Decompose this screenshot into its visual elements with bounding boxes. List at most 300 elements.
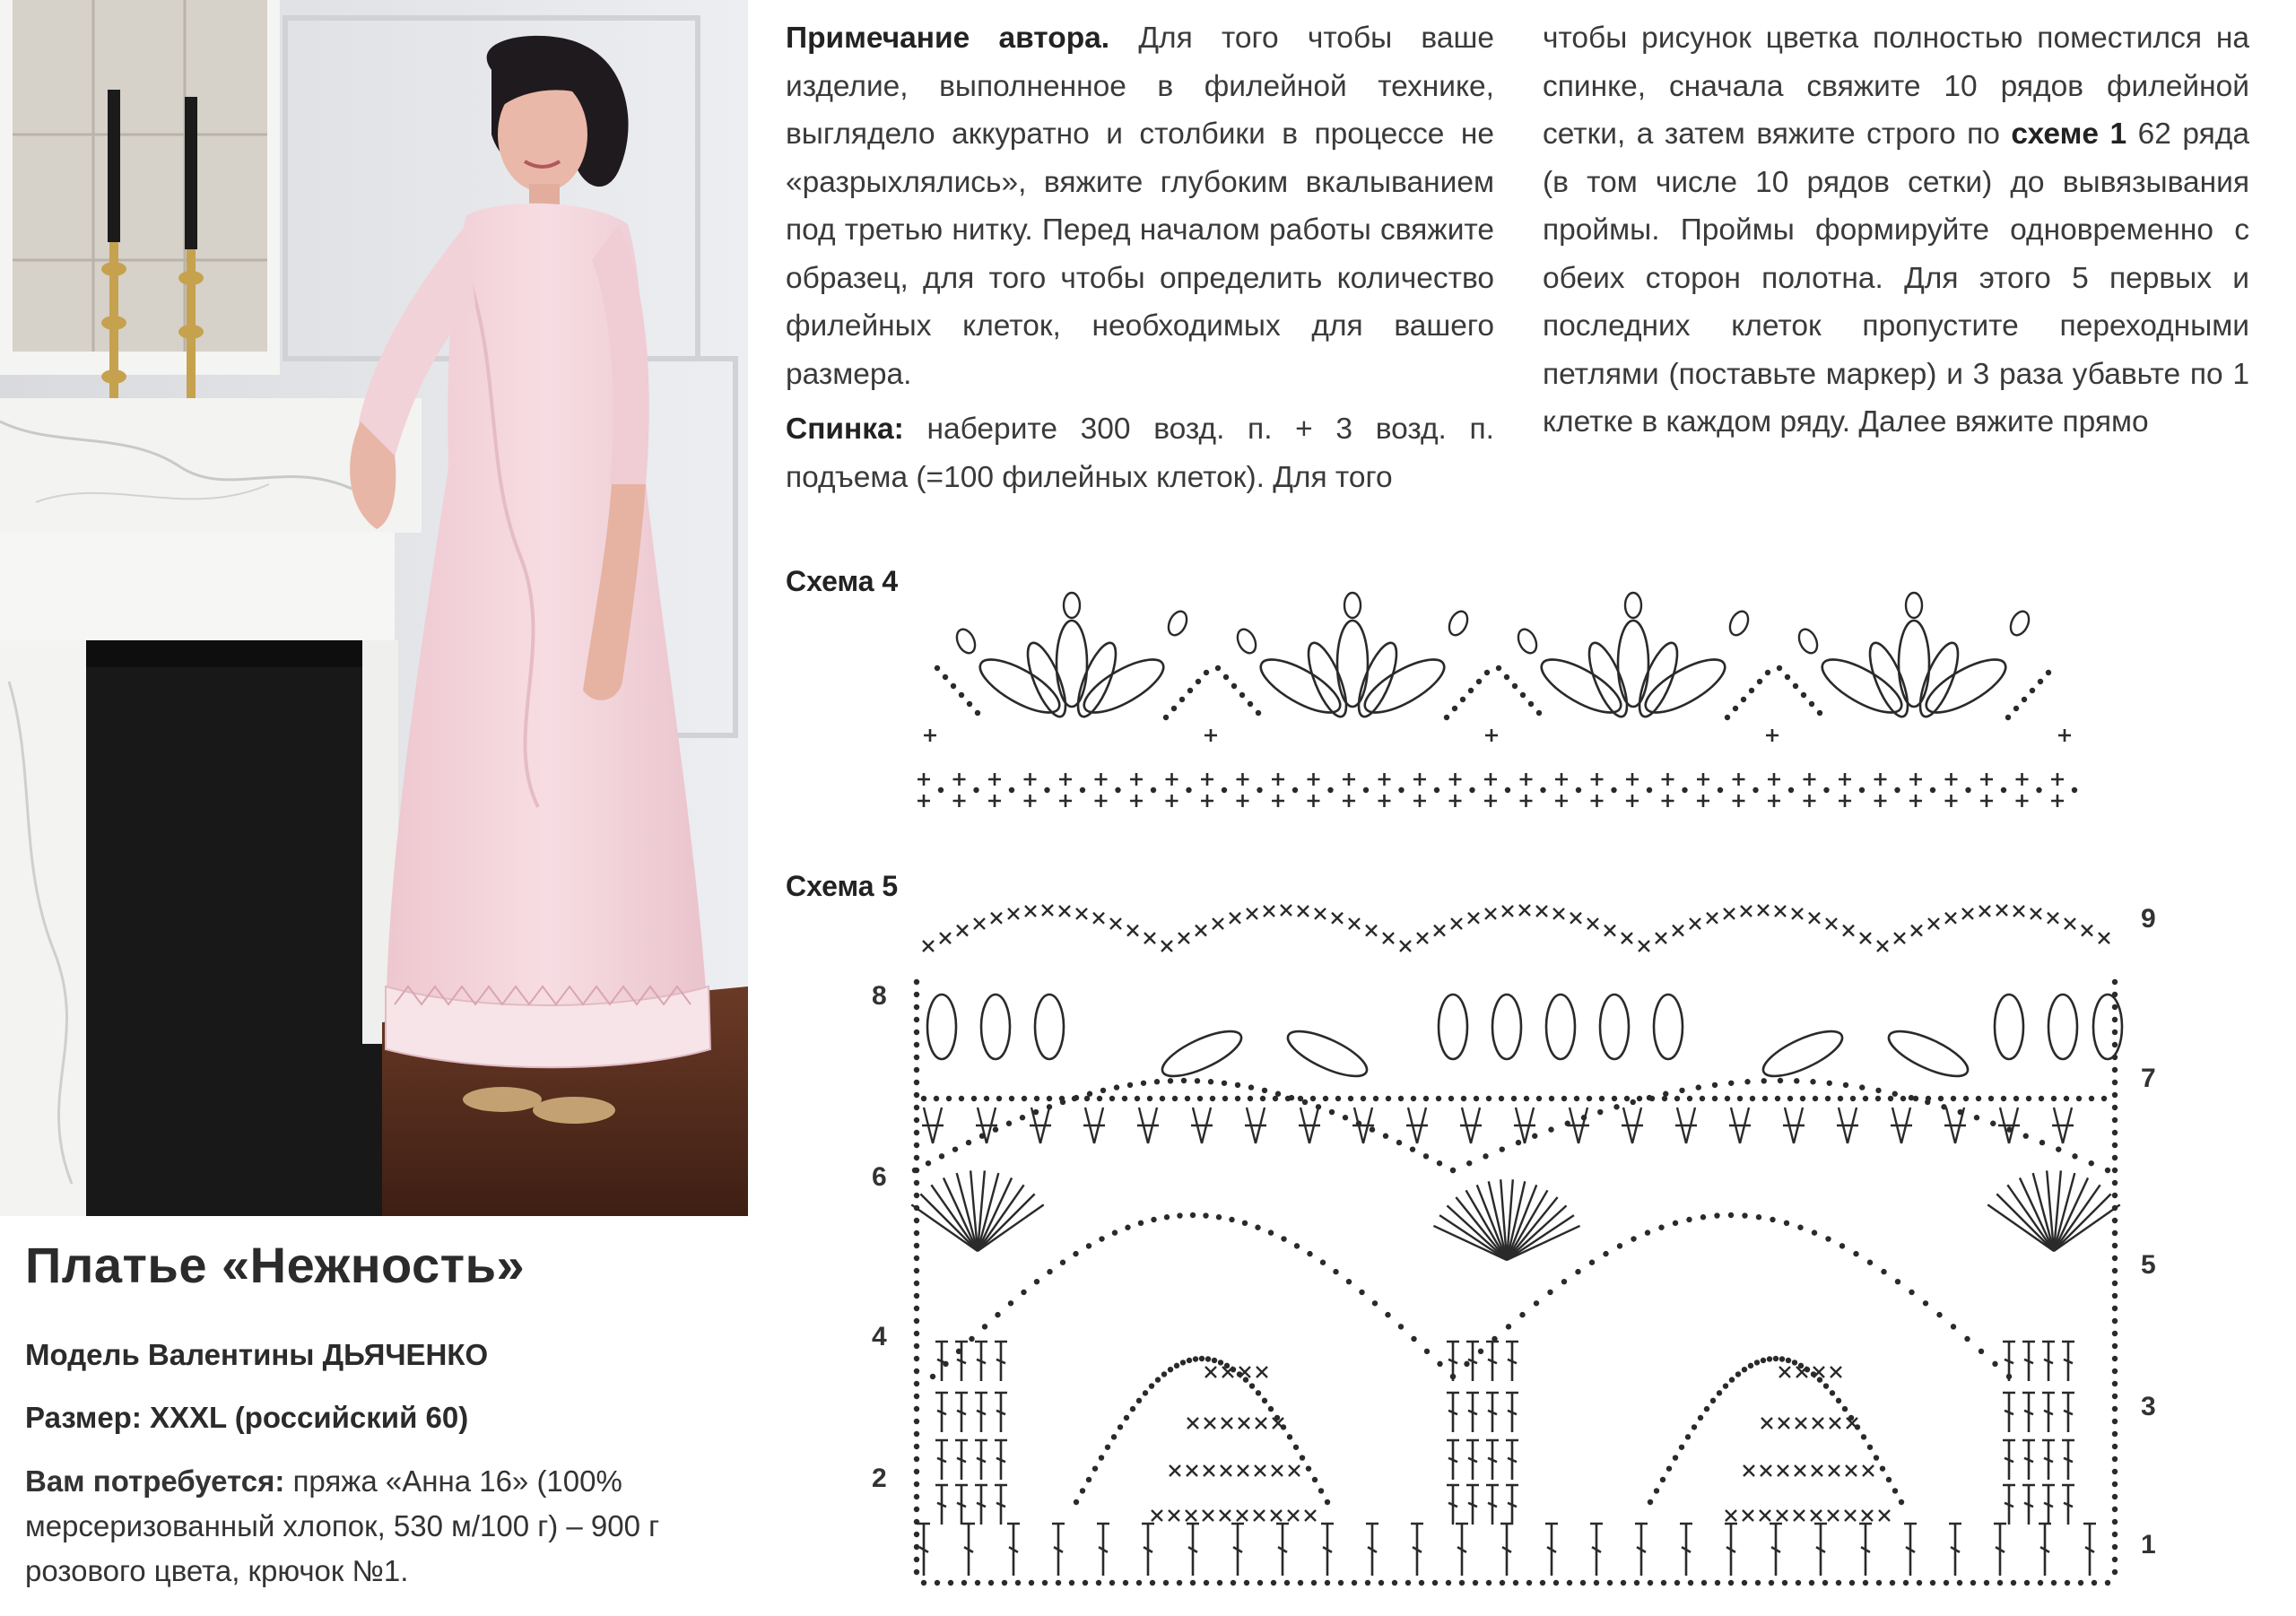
single-crochet-symbol xyxy=(2051,795,2064,807)
chain-stitch-symbol xyxy=(1710,1398,1716,1403)
chain-stitch-symbol xyxy=(1080,1488,1085,1493)
chain-stitch-symbol xyxy=(2089,1096,2094,1101)
single-crochet-symbol xyxy=(1166,795,1178,807)
single-crochet-symbol xyxy=(1095,773,1108,786)
chain-stitch-symbol xyxy=(2112,1055,2118,1060)
chain-stitch-symbol xyxy=(1575,1269,1580,1274)
chain-stitch-symbol xyxy=(1930,787,1935,793)
single-crochet-symbol xyxy=(1257,1367,1267,1377)
chain-stitch-symbol xyxy=(1658,1225,1664,1230)
chain-stitch-symbol xyxy=(1536,710,1542,716)
chain-stitch-symbol xyxy=(914,1419,919,1424)
chain-stitch-symbol xyxy=(914,1494,919,1499)
chain-stitch-symbol xyxy=(2005,715,2011,720)
single-crochet-symbol xyxy=(1272,773,1284,786)
chain-stitch-symbol xyxy=(2001,787,2006,793)
chain-stitch-symbol xyxy=(1074,1499,1079,1505)
chain-stitch-symbol xyxy=(1698,1415,1703,1421)
single-crochet-symbol xyxy=(1830,1418,1840,1429)
chain-stitch-symbol xyxy=(1423,1096,1429,1101)
chain-stitch-symbol xyxy=(1842,1406,1848,1412)
back-label: Спинка: xyxy=(786,413,904,446)
scheme-4-label: Схема 4 xyxy=(786,565,899,597)
chain-stitch-symbol xyxy=(1830,1390,1835,1395)
double-crochet-symbol xyxy=(1545,1524,1558,1576)
single-crochet-symbol xyxy=(1812,1465,1822,1476)
chain-stitch-symbol xyxy=(1343,1115,1348,1120)
chain-stitch-symbol xyxy=(1823,1383,1829,1388)
chain-stitch-symbol xyxy=(914,1368,919,1374)
row-number: 5 xyxy=(2141,1250,2156,1280)
chain-stitch-symbol xyxy=(1171,706,1177,711)
double-crochet-symbol xyxy=(935,1393,948,1432)
chain-stitch-symbol xyxy=(1452,706,1457,711)
chain-stitch-symbol xyxy=(914,1243,919,1248)
chain-stitch-symbol xyxy=(914,1469,919,1474)
single-crochet-symbol xyxy=(988,795,1001,807)
chain-stitch-symbol xyxy=(1127,1082,1133,1088)
single-crochet-symbol xyxy=(1792,908,1803,919)
cluster-symbol xyxy=(976,1108,997,1143)
chain-stitch-symbol xyxy=(1875,1096,1881,1101)
double-crochet-symbol xyxy=(1486,1440,1499,1480)
double-crochet-symbol xyxy=(1447,1485,1459,1525)
chain-stitch-symbol xyxy=(1798,1363,1804,1368)
chain-stitch-symbol xyxy=(1823,787,1829,793)
petal-symbol xyxy=(1618,621,1648,707)
chain-stitch-symbol xyxy=(1540,1580,1545,1586)
chain-stitch-symbol xyxy=(2112,1557,2118,1562)
chain-stitch-symbol xyxy=(914,1193,919,1198)
petal-symbol xyxy=(1439,995,1467,1059)
chain-stitch-symbol xyxy=(1779,1356,1785,1361)
chain-stitch-symbol xyxy=(914,1281,919,1286)
chain-stitch-symbol xyxy=(914,1105,919,1110)
single-crochet-symbol xyxy=(1400,941,1411,951)
petal-symbol xyxy=(1337,621,1368,707)
chain-stitch-symbol xyxy=(1446,1580,1451,1586)
single-crochet-symbol xyxy=(1349,918,1360,929)
chain-stitch-symbol xyxy=(914,1481,919,1487)
chain-stitch-symbol xyxy=(1123,1580,1128,1586)
chain-stitch-symbol xyxy=(1122,1096,1127,1101)
chain-stitch-symbol xyxy=(2112,1519,2118,1525)
single-crochet-symbol xyxy=(1726,1510,1736,1521)
double-crochet-symbol xyxy=(1904,1524,1917,1576)
chain-stitch-symbol xyxy=(1097,1096,1102,1101)
chain-stitch-symbol xyxy=(2038,1580,2043,1586)
chain-stitch-symbol xyxy=(2039,1096,2044,1101)
chain-stitch-symbol xyxy=(2112,1117,2118,1123)
chain-stitch-symbol xyxy=(914,1218,919,1223)
single-crochet-symbol xyxy=(1289,1465,1300,1476)
chain-stitch-symbol xyxy=(1506,1324,1511,1329)
chain-stitch-symbol xyxy=(2112,1243,2118,1248)
chain-stitch-symbol xyxy=(1909,1290,1914,1295)
chain-stitch-symbol xyxy=(1325,1580,1330,1586)
single-crochet-symbol xyxy=(991,913,1002,924)
double-crochet-symbol xyxy=(2062,1393,2074,1432)
single-crochet-symbol xyxy=(1308,795,1320,807)
single-crochet-symbol xyxy=(2016,795,2029,807)
chain-stitch-symbol xyxy=(1307,1251,1312,1256)
chain-stitch-symbol xyxy=(914,1306,919,1311)
chain-stitch-symbol xyxy=(1432,1580,1438,1586)
single-crochet-symbol xyxy=(988,773,1001,786)
chain-stitch-symbol xyxy=(1352,1580,1357,1586)
chain-stitch-symbol xyxy=(1938,1096,1944,1101)
chain-stitch-symbol xyxy=(1009,787,1014,793)
single-crochet-symbol xyxy=(1591,773,1604,786)
continued-text-before: чтобы рисунок цветка полностью поместился на спинке, сначала свяжите 10 рядов филейной сетки, а затем вяжите строго по xyxy=(1543,22,2249,151)
author-note-label: Примечание автора. xyxy=(786,22,1110,55)
single-crochet-symbol xyxy=(974,918,985,929)
chain-stitch-symbol xyxy=(1974,1115,1979,1120)
single-crochet-symbol xyxy=(1845,1510,1856,1521)
double-crochet-symbol xyxy=(1052,1524,1065,1576)
chain-stitch-symbol xyxy=(1534,1300,1539,1306)
back-text: наберите 300 возд. п. + 3 возд. п. подъема (=100 филейных клеток). Для того xyxy=(786,413,1494,494)
chain-stitch-symbol xyxy=(1827,1081,1832,1086)
chain-stitch-symbol xyxy=(1923,1300,1928,1306)
chain-stitch-symbol xyxy=(1325,1499,1330,1505)
petal-symbol xyxy=(981,995,1010,1059)
chain-stitch-symbol xyxy=(1540,787,1545,793)
chain-stitch-symbol xyxy=(1765,670,1770,675)
single-crochet-symbol xyxy=(1761,1465,1771,1476)
chain-stitch-symbol xyxy=(1492,1336,1497,1342)
back-instructions-continued xyxy=(1543,14,2249,447)
picot-symbol xyxy=(1446,609,1471,639)
cluster-symbol xyxy=(1030,1108,1051,1143)
single-crochet-symbol xyxy=(1417,933,1428,943)
double-crochet-symbol xyxy=(2042,1485,2055,1525)
chain-stitch-symbol xyxy=(1249,1383,1255,1388)
single-crochet-symbol xyxy=(1238,1465,1248,1476)
chain-stitch-symbol xyxy=(952,1146,958,1151)
chain-stitch-symbol xyxy=(1383,1134,1388,1139)
cluster-symbol xyxy=(1675,1108,1697,1143)
double-crochet-symbol xyxy=(1486,1485,1499,1525)
scheme-4-diagram xyxy=(897,574,2099,816)
caption xyxy=(25,1236,752,1594)
single-crochet-symbol xyxy=(1980,795,1993,807)
single-crochet-symbol xyxy=(1536,906,1547,917)
chain-stitch-symbol xyxy=(2051,1580,2057,1586)
chain-stitch-symbol xyxy=(1109,1580,1115,1586)
single-crochet-symbol xyxy=(1024,773,1037,786)
chain-stitch-symbol xyxy=(1723,1383,1728,1388)
chain-stitch-symbol xyxy=(1083,1580,1088,1586)
chain-stitch-symbol xyxy=(934,1096,939,1101)
single-crochet-symbol xyxy=(1690,918,1700,929)
single-crochet-symbol xyxy=(1777,1510,1787,1521)
single-crochet-symbol xyxy=(1413,795,1426,807)
chain-stitch-symbol xyxy=(1817,1377,1822,1382)
chain-stitch-symbol xyxy=(1084,1096,1090,1101)
chain-stitch-symbol xyxy=(1800,1096,1805,1101)
chain-stitch-symbol xyxy=(1741,697,1746,702)
single-crochet-symbol xyxy=(1945,773,1958,786)
chain-stitch-symbol xyxy=(1688,1580,1693,1586)
chain-stitch-symbol xyxy=(1160,1096,1165,1101)
chain-stitch-symbol xyxy=(1792,1360,1797,1365)
double-crochet-symbol xyxy=(1447,1440,1459,1480)
single-crochet-symbol xyxy=(923,941,934,951)
chain-stitch-symbol xyxy=(1168,1078,1173,1083)
petal-symbol xyxy=(1283,1022,1373,1085)
chain-stitch-symbol xyxy=(914,992,919,997)
chain-stitch-symbol xyxy=(1863,1096,1868,1101)
petal-symbol xyxy=(1492,995,1521,1059)
chain-stitch-symbol xyxy=(2023,1134,2029,1139)
chain-stitch-symbol xyxy=(1118,1424,1123,1429)
chain-stitch-symbol xyxy=(1850,1096,1856,1101)
chain-stitch-symbol xyxy=(938,787,944,793)
chain-stitch-symbol xyxy=(1990,1121,1996,1126)
chain-stitch-symbol xyxy=(1849,1580,1855,1586)
chain-stitch-symbol xyxy=(1312,1477,1318,1482)
chain-stitch-symbol xyxy=(1769,1580,1774,1586)
single-crochet-symbol xyxy=(924,729,936,742)
chain-stitch-symbol xyxy=(1528,701,1534,707)
chain-stitch-symbol xyxy=(1728,1081,1734,1086)
chain-stitch-symbol xyxy=(1099,1455,1104,1460)
chain-stitch-symbol xyxy=(1728,1212,1734,1218)
chain-stitch-symbol xyxy=(1917,1580,1922,1586)
fireplace xyxy=(0,398,422,1216)
cluster-symbol xyxy=(1568,1108,1589,1143)
chain-stitch-symbol xyxy=(1547,1290,1552,1295)
chain-stitch-symbol xyxy=(1611,787,1616,793)
chain-stitch-symbol xyxy=(1186,787,1191,793)
chain-stitch-symbol xyxy=(1848,1415,1854,1421)
chain-stitch-symbol xyxy=(1099,1236,1104,1241)
chain-stitch-symbol xyxy=(1742,1580,1747,1586)
single-crochet-symbol xyxy=(1166,773,1178,786)
single-crochet-symbol xyxy=(1205,1418,1215,1429)
single-crochet-symbol xyxy=(1733,795,1745,807)
chain-stitch-symbol xyxy=(1876,1580,1882,1586)
chain-stitch-symbol xyxy=(2065,1580,2070,1586)
chain-stitch-symbol xyxy=(1685,1434,1691,1439)
chain-stitch-symbol xyxy=(1725,715,1730,720)
fan-stitch-symbol xyxy=(1447,1205,1507,1260)
chain-stitch-symbol xyxy=(2105,1168,2110,1173)
chain-stitch-symbol xyxy=(988,1580,994,1586)
chain-stitch-symbol xyxy=(1679,1088,1684,1093)
single-crochet-symbol xyxy=(953,795,966,807)
chain-stitch-symbol xyxy=(1809,701,1814,707)
single-crochet-symbol xyxy=(1874,795,1887,807)
chain-stitch-symbol xyxy=(1306,1465,1311,1471)
picot-symbol xyxy=(1165,609,1190,639)
petal-symbol xyxy=(2093,995,2122,1059)
chain-stitch-symbol xyxy=(1203,1212,1208,1218)
single-crochet-symbol xyxy=(1204,1465,1214,1476)
double-crochet-symbol xyxy=(2003,1440,2015,1480)
chain-stitch-symbol xyxy=(1778,1078,1783,1083)
chain-stitch-symbol xyxy=(1060,1260,1065,1265)
petal-symbol xyxy=(927,995,956,1059)
chain-stitch-symbol xyxy=(1474,1096,1479,1101)
cluster-symbol xyxy=(1729,1108,1751,1143)
chain-stitch-symbol xyxy=(1161,1371,1167,1377)
chain-stitch-symbol xyxy=(1511,1096,1517,1101)
single-crochet-symbol xyxy=(1839,795,1851,807)
chain-stitch-symbol xyxy=(1631,1099,1636,1105)
chain-stitch-symbol xyxy=(1662,1096,1667,1101)
chain-stitch-symbol xyxy=(921,1580,926,1586)
chain-stitch-symbol xyxy=(1216,1214,1222,1220)
chain-stitch-symbol xyxy=(914,1042,919,1047)
chain-stitch-symbol xyxy=(1742,1367,1747,1372)
chain-stitch-symbol xyxy=(1717,1390,1722,1395)
single-crochet-symbol xyxy=(1795,1465,1805,1476)
chain-stitch-symbol xyxy=(1970,1580,1976,1586)
chain-stitch-symbol xyxy=(1281,1424,1286,1429)
chain-stitch-symbol xyxy=(1549,1096,1554,1101)
single-crochet-symbol xyxy=(1839,773,1851,786)
chain-stitch-symbol xyxy=(2112,1030,2118,1035)
chain-stitch-symbol xyxy=(1473,1580,1478,1586)
chain-stitch-symbol xyxy=(2112,1255,2118,1261)
single-crochet-symbol xyxy=(1760,1510,1770,1521)
chain-stitch-symbol xyxy=(1185,1096,1190,1101)
chain-stitch-symbol xyxy=(1174,1363,1179,1368)
chain-stitch-symbol xyxy=(1257,1580,1263,1586)
single-crochet-symbol xyxy=(1201,795,1213,807)
double-crochet-symbol xyxy=(1506,1485,1518,1525)
double-crochet-symbol xyxy=(1506,1393,1518,1432)
chain-stitch-symbol xyxy=(2112,1331,2118,1336)
chain-stitch-symbol xyxy=(1338,1580,1344,1586)
chain-stitch-symbol xyxy=(1147,1096,1152,1101)
chain-stitch-symbol xyxy=(1624,1096,1630,1101)
picot-symbol xyxy=(1234,627,1259,656)
chain-stitch-symbol xyxy=(2112,1306,2118,1311)
chain-stitch-symbol xyxy=(1285,1096,1291,1101)
chain-stitch-symbol xyxy=(1500,1580,1505,1586)
chain-stitch-symbol xyxy=(995,1312,1000,1317)
chain-stitch-symbol xyxy=(1880,1465,1885,1471)
single-crochet-symbol xyxy=(1186,1510,1196,1521)
single-crochet-symbol xyxy=(2051,773,2064,786)
chain-stitch-symbol xyxy=(1483,1153,1488,1159)
chain-stitch-symbol xyxy=(1886,1477,1892,1482)
single-crochet-symbol xyxy=(1484,795,1497,807)
picot-symbol xyxy=(1726,609,1752,639)
chain-stitch-symbol xyxy=(1735,1371,1741,1377)
chain-stitch-symbol xyxy=(1372,1300,1378,1306)
chain-stitch-symbol xyxy=(1168,1367,1173,1372)
chain-stitch-symbol xyxy=(1262,1398,1267,1403)
chain-stitch-symbol xyxy=(1329,1109,1335,1115)
single-crochet-symbol xyxy=(1843,925,1854,936)
chain-stitch-symbol xyxy=(1072,1096,1077,1101)
single-crochet-symbol xyxy=(1809,913,1820,924)
chain-stitch-symbol xyxy=(1785,674,1790,680)
chain-stitch-symbol xyxy=(1310,1096,1316,1101)
chain-stitch-symbol xyxy=(1218,1360,1223,1365)
double-crochet-symbol xyxy=(1466,1485,1479,1525)
chain-stitch-symbol xyxy=(1464,1361,1469,1367)
chain-stitch-symbol xyxy=(1281,1236,1286,1241)
chain-stitch-symbol xyxy=(2112,1080,2118,1085)
chain-stitch-symbol xyxy=(1767,1356,1772,1361)
chain-stitch-symbol xyxy=(1294,1243,1300,1248)
single-crochet-symbol xyxy=(1744,1465,1754,1476)
chain-stitch-symbol xyxy=(1926,1096,1931,1101)
chain-stitch-symbol xyxy=(1262,1088,1267,1093)
single-crochet-symbol xyxy=(1828,1510,1839,1521)
chain-stitch-symbol xyxy=(1648,1499,1653,1505)
chain-stitch-symbol xyxy=(914,1406,919,1412)
chain-stitch-symbol xyxy=(1895,1279,1900,1284)
chain-stitch-symbol xyxy=(1229,1217,1234,1222)
single-crochet-symbol xyxy=(1656,933,1666,943)
chain-stitch-symbol xyxy=(1423,1153,1429,1159)
materials-text: пряжа «Анна 16» (100% мерсеризованный хлопок, 530 м/100 г) – 900 г розового цвета, крючок №1. xyxy=(25,1464,660,1587)
chain-stitch-symbol xyxy=(1235,1082,1240,1088)
chain-stitch-symbol xyxy=(2064,1096,2069,1101)
chain-stitch-symbol xyxy=(1805,1367,1810,1372)
chain-stitch-symbol xyxy=(914,1268,919,1273)
chain-stitch-symbol xyxy=(914,1004,919,1010)
single-crochet-symbol xyxy=(1587,918,1598,929)
cluster-symbol xyxy=(1998,1108,2020,1143)
chain-stitch-symbol xyxy=(1434,787,1439,793)
chain-stitch-symbol xyxy=(1580,1580,1586,1586)
chain-stitch-symbol xyxy=(1505,787,1510,793)
chain-stitch-symbol xyxy=(1284,1580,1290,1586)
single-crochet-symbol xyxy=(1622,933,1632,943)
chain-stitch-symbol xyxy=(1260,1096,1265,1101)
single-crochet-symbol xyxy=(1008,908,1019,919)
chain-stitch-symbol xyxy=(1761,1078,1767,1083)
chain-stitch-symbol xyxy=(2051,1096,2057,1101)
chain-stitch-symbol xyxy=(1437,1361,1442,1367)
single-crochet-symbol xyxy=(1144,933,1155,943)
chain-stitch-symbol xyxy=(914,1055,919,1060)
single-crochet-symbol xyxy=(1826,918,1837,929)
single-crochet-symbol xyxy=(1130,773,1143,786)
single-crochet-symbol xyxy=(1451,918,1462,929)
single-crochet-symbol xyxy=(1205,729,1217,742)
chain-stitch-symbol xyxy=(2038,679,2043,684)
chain-stitch-symbol xyxy=(1836,1398,1841,1403)
single-crochet-symbol xyxy=(1024,795,1037,807)
chain-stitch-symbol xyxy=(914,1255,919,1261)
chain-stitch-symbol xyxy=(1666,1465,1672,1471)
chain-stitch-symbol xyxy=(1839,1243,1845,1248)
chain-stitch-symbol xyxy=(982,1324,987,1329)
chain-stitch-symbol xyxy=(914,1532,919,1537)
double-crochet-symbol xyxy=(955,1393,968,1432)
photo-illustration xyxy=(0,0,748,1216)
chain-stitch-symbol xyxy=(2112,1105,2118,1110)
chain-stitch-symbol xyxy=(1256,1390,1261,1395)
chain-stitch-symbol xyxy=(1631,1236,1636,1241)
double-crochet-symbol xyxy=(962,1524,975,1576)
chain-stitch-symbol xyxy=(2112,1268,2118,1273)
chain-stitch-symbol xyxy=(1599,1096,1605,1101)
double-crochet-symbol xyxy=(2003,1485,2015,1525)
chain-stitch-symbol xyxy=(1892,1091,1898,1097)
chain-stitch-symbol xyxy=(1992,1361,1997,1367)
single-crochet-symbol xyxy=(2013,906,2024,917)
chain-stitch-symbol xyxy=(1900,1096,1906,1101)
